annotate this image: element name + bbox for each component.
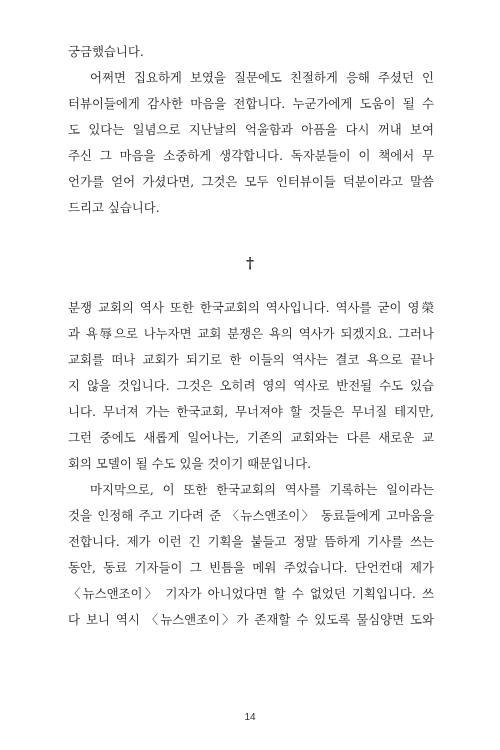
page-number: 14	[244, 712, 256, 723]
text-line: 도 있다는 일념으로 지난날의 억울함과 아픔을 다시 꺼내 보여	[68, 122, 434, 137]
text-line: 회의 모델이 될 수도 있을 것이기 때문입니다.	[68, 456, 312, 471]
text-line: 교회를 떠나 교회가 되기로 한 이들의 역사는 결코 욕으로 끝나	[68, 352, 434, 367]
acknowledgment-paragraphs	[68, 39, 434, 221]
closing-paragraphs	[68, 295, 434, 633]
text-line: 마지막으로, 이 또한 한국교회의 역사를 기록하는 일이라는	[90, 482, 434, 497]
text-line: 전합니다. 제가 이런 긴 기획을 붙들고 정말 뜸하게 기사를 쓰는	[68, 534, 434, 549]
text-line: 니다. 무너져 가는 한국교회, 무너져야 할 것들은 무너질 테지만,	[68, 404, 434, 419]
section-divider-dagger: †	[246, 254, 254, 272]
text-line: 동안, 동료 기자들이 그 빈틈을 메워 주었습니다. 단언컨대 제가	[68, 560, 434, 575]
text-line: 궁금했습니다.	[68, 44, 144, 59]
text-line: 그런 중에도 새롭게 일어나는, 기존의 교회와는 다른 새로운 교	[68, 430, 434, 445]
text-line: 〈뉴스앤조이〉 기자가 아니었다면 할 수 없었던 기획입니다. 쓰	[68, 586, 434, 601]
text-line: 드리고 싶습니다.	[68, 200, 160, 215]
text-line: 다 보니 역시 〈뉴스앤조이〉가 존재할 수 있도록 물심양면 도와	[68, 612, 434, 627]
text-line: 터뷰이들에게 감사한 마음을 전합니다. 누군가에게 도움이 될 수	[68, 96, 434, 111]
text-line: 것을 인정해 주고 기다려 준 〈뉴스앤조이〉 동료들에게 고마움을	[68, 508, 434, 523]
text-line: 과 욕辱으로 나누자면 교회 분쟁은 욕의 역사가 되겠지요. 그러나	[68, 326, 434, 341]
text-line: 분쟁 교회의 역사 또한 한국교회의 역사입니다. 역사를 굳이 영榮	[68, 300, 434, 315]
text-line: 지 않을 것입니다. 그것은 오히려 영의 역사로 반전될 수도 있습	[68, 378, 434, 393]
text-line: 언가를 얻어 가셨다면, 그것은 모두 인터뷰이들 덕분이라고 말씀	[68, 174, 434, 189]
text-line: 주신 그 마음을 소중하게 생각합니다. 독자분들이 이 책에서 무	[68, 148, 434, 163]
text-line: 어쩌면 집요하게 보였을 질문에도 친절하게 응해 주셨던 인	[90, 70, 434, 85]
